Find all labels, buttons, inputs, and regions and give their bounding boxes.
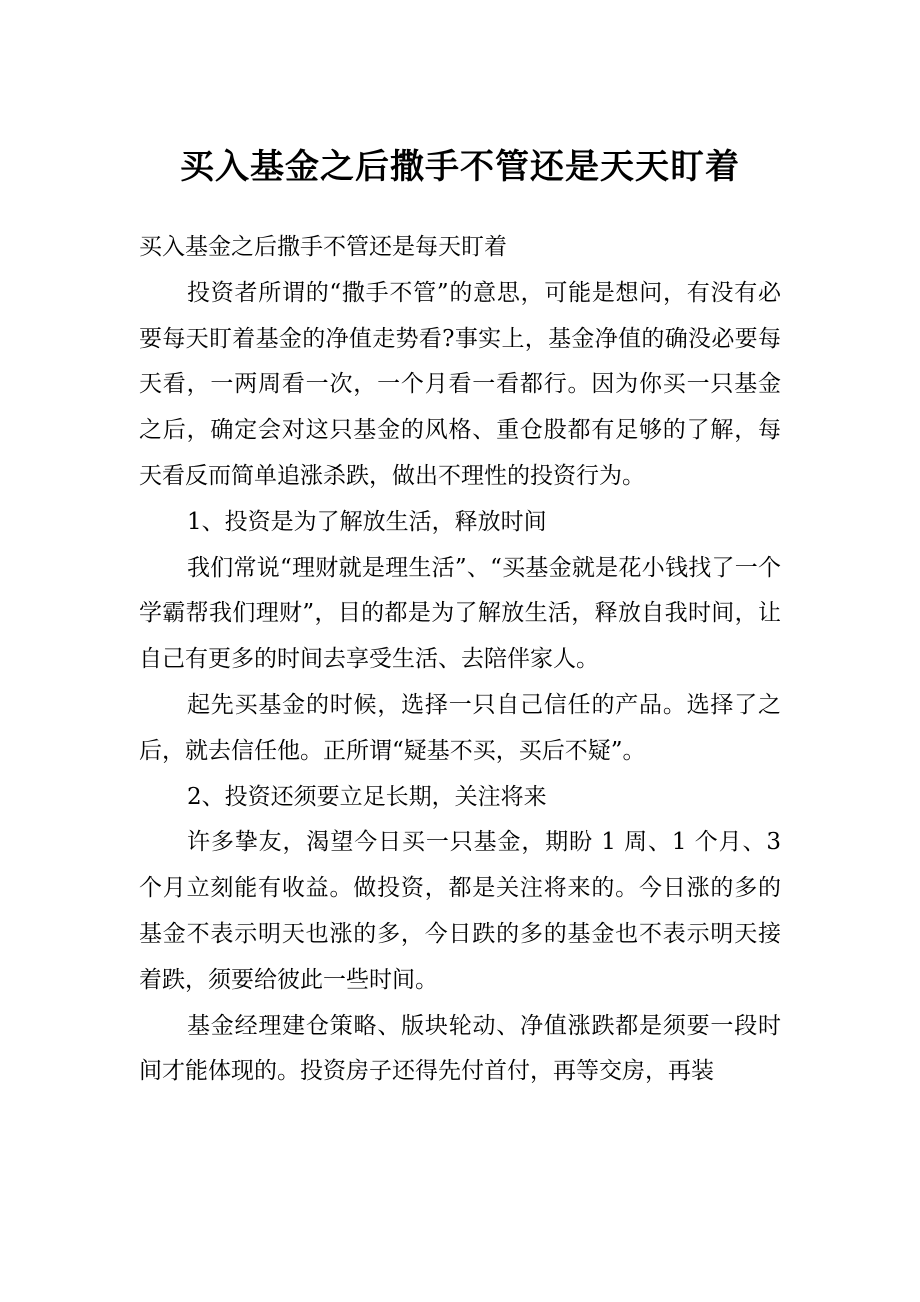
paragraph: 许多挚友，渴望今日买一只基金，期盼 1 周、1 个月、3 个月立刻能有收益。做投资，都是关注将来的。今日涨的多的基金不表示明天也涨的多，今日跌的多的基金也不表示明天接着跌，须要给彼此一些时间。	[139, 829, 781, 993]
paragraph: 基金经理建仓策略、版块轮动、净值涨跌都是须要一段时间才能体现的。投资房子还得先付首付，再等交房，再装	[139, 1012, 781, 1085]
document-title: 买入基金之后撒手不管还是天天盯着	[180, 147, 740, 187]
paragraph: 投资者所谓的“撒手不管”的意思，可能是想问，有没有必要每天盯着基金的净值走势看?事实上，基金净值的确没必要每天看，一两周看一次，一个月看一看都行。因为你买一只基金之后，确定会对这只基金的风格、重仓股都有足够的了解，每天看反而简单追涨杀跌，做出不理性的投资行为。	[139, 279, 781, 489]
paragraph: 我们常说“理财就是理生活”、“买基金就是花小钱找了一个学霸帮我们理财”，目的都是为了解放生活，释放自我时间，让自己有更多的时间去享受生活、去陪伴家人。	[139, 554, 781, 673]
section-heading: 2、投资还须要立足长期，关注将来	[187, 783, 547, 810]
section-heading: 1、投资是为了解放生活，释放时间	[187, 508, 547, 535]
paragraph: 起先买基金的时候，选择一只自己信任的产品。选择了之后，就去信任他。正所谓“疑基不买，买后不疑”。	[139, 691, 781, 764]
document-subtitle: 买入基金之后撒手不管还是每天盯着	[139, 234, 507, 260]
document-body	[139, 225, 781, 1095]
